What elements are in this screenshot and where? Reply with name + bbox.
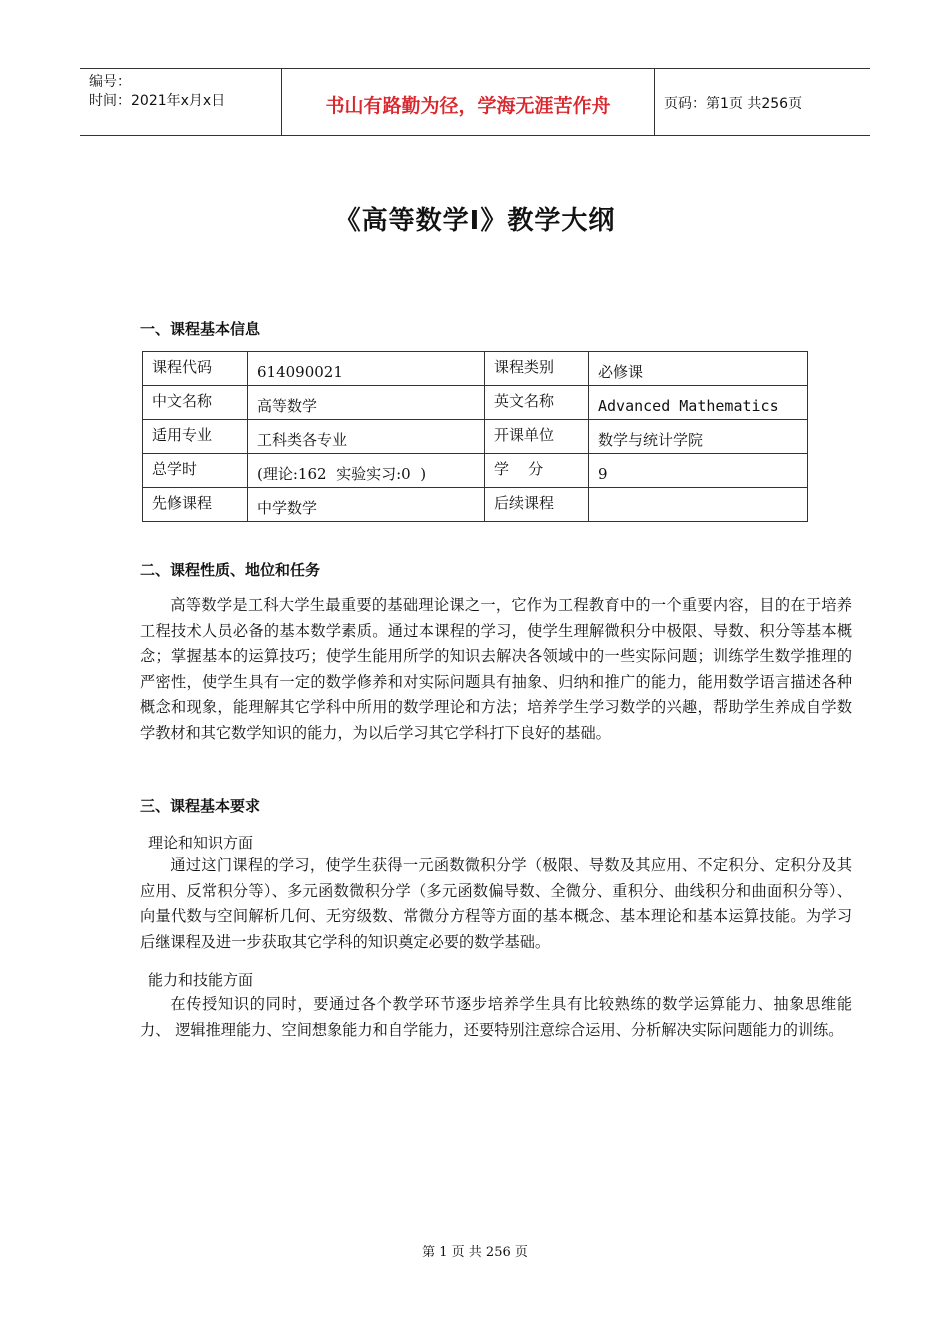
table-row xyxy=(143,420,808,454)
table-cell: 中文名称 xyxy=(143,386,248,420)
code-label: 编号： xyxy=(89,74,131,90)
table-cell: 适用专业 xyxy=(143,420,248,454)
header-meta xyxy=(80,69,281,135)
table-cell: 开课单位 xyxy=(485,420,589,454)
skills-paragraph: 在传授知识的同时，要通过各个教学环节逐步培养学生具有比较熟练的数学运算能力、抽象思维能力、 逻辑推理能力、空间想象能力和自学能力，还要特别注意综合运用、分析解决实际问题能力的训练。 xyxy=(140,995,852,1039)
section-3-heading: 三、课程基本要求 xyxy=(140,797,261,815)
table-cell: 高等数学 xyxy=(248,386,485,420)
section-2-paragraph: 高等数学是工科大学生最重要的基础理论课之一，它作为工程教育中的一个重要内容，目的在于培养工程技术人员必备的基本数学素质。通过本课程的学习，使学生理解微积分中极限、导数、积分等基本概念；掌握基本的运算技巧；使学生能用所学的知识去解决各领域中的一些实际问题；训练学生数学推理的严密性，使学生具有一定的数学修养和对实际问题具有抽象、归纳和推广的能力，能用数学语言描述各种概念和现象，能理解其它学科中所用的数学理论和方法；培养学生学习数学的兴趣，帮助学生养成自学数学教材和其它数学知识的能力，为以后学习其它学科打下良好的基础。 xyxy=(140,596,852,742)
table-cell xyxy=(589,488,808,522)
header-page-info: 页码：第1页 共256页 xyxy=(664,96,803,112)
subheading-theory: 理论和知识方面 xyxy=(148,834,254,852)
time-label: 时间：2021年x月x日 xyxy=(89,93,226,109)
table-cell: 课程类别 xyxy=(485,352,589,386)
table-cell: 614090021 xyxy=(248,352,485,386)
table-cell: 先修课程 xyxy=(143,488,248,522)
table-cell: 学 分 xyxy=(485,454,589,488)
document-title: 《高等数学Ⅰ》教学大纲 xyxy=(334,206,616,236)
table-cell: 总学时 xyxy=(143,454,248,488)
table-cell: 课程代码 xyxy=(143,352,248,386)
page-footer: 第 1 页 共 256 页 xyxy=(422,1245,528,1260)
table-cell: 工科类各专业 xyxy=(248,420,485,454)
table-row xyxy=(143,352,808,386)
table-cell: 必修课 xyxy=(589,352,808,386)
table-cell: 数学与统计学院 xyxy=(589,420,808,454)
table-cell: Advanced Mathematics xyxy=(589,386,808,420)
table-row xyxy=(143,454,808,488)
page-header xyxy=(80,68,870,136)
table-cell: (理论:162 实验实习:0 ) xyxy=(248,454,485,488)
table-row xyxy=(143,386,808,420)
table-row xyxy=(143,488,808,522)
table-cell: 中学数学 xyxy=(248,488,485,522)
theory-paragraph: 通过这门课程的学习，使学生获得一元函数微积分学（极限、导数及其应用、不定积分、定积分及其应用、反常积分等）、多元函数微积分学（多元函数偏导数、全微分、重积分、曲线积分和曲面积分等）、向量代数与空间解析几何、无穷级数、常微分方程等方面的基本概念、基本理论和基本运算技能。为学习后继课程及进一步获取其它学科的知识奠定必要的数学基础。 xyxy=(140,856,852,951)
header-motto: 书山有路勤为径，学海无涯苦作舟 xyxy=(281,69,655,135)
table-cell: 9 xyxy=(589,454,808,488)
subheading-skills: 能力和技能方面 xyxy=(148,971,254,989)
table-cell: 英文名称 xyxy=(485,386,589,420)
table-cell: 后续课程 xyxy=(485,488,589,522)
course-info-table xyxy=(142,351,808,522)
section-1-heading: 一、课程基本信息 xyxy=(140,320,261,338)
section-2-heading: 二、课程性质、地位和任务 xyxy=(140,561,321,579)
